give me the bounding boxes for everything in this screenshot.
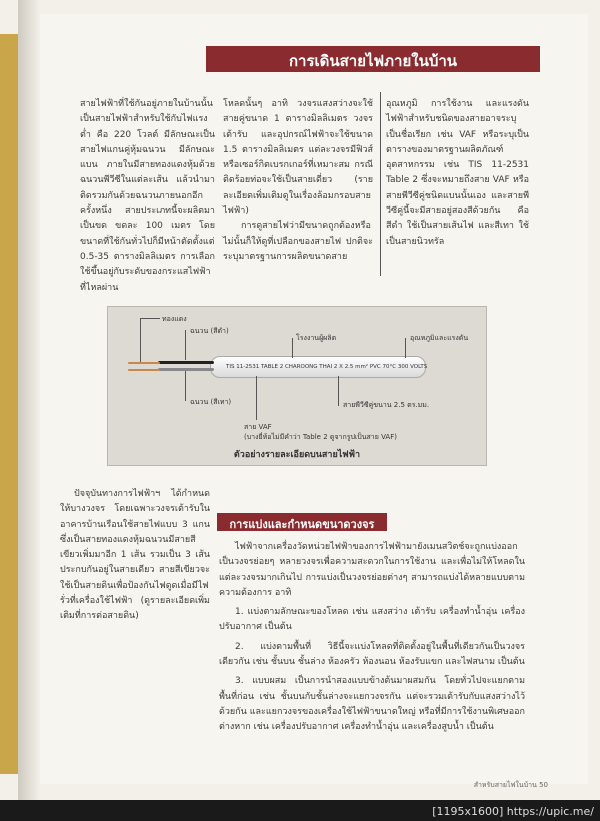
- list-item-1: 1. แบ่งตามลักษณะของโหลด เช่น แสงสว่าง เต้ารับ เครื่องทำน้ำอุ่น เครื่องปรับอากาศ เป็นต้น: [219, 607, 525, 633]
- title-banner: [206, 46, 540, 72]
- label-factory: โรงงานผู้ผลิต: [296, 334, 337, 342]
- column-1-text: สายไฟฟ้าที่ใช้กันอยู่ภายในบ้านนั้นเป็นสายไฟฟ้าสำหรับใช้กับไฟแรงต่ำ คือ 220 โวลต์ มีลักษณะเป็นสายไฟแกนคู่หุ้มฉนวน มีลักษณะแบน ภายในมีสายทองแดงหุ้มด้วยฉนวนพีวีซีในแต่ละเส้น แล้วนำมาติดรวมกันด้วยฉนวนภายนอกอีกครั้งหนึ่ง สายประเภทนี้จะผลิตมาเป็นขด ขดละ 100 เมตร โดยขนาดที่ใช้กันทั่วไปก็มีหน้าตัดตั้งแต่ 0.5-35 ตารางมิลลิเมตร การเลือกใช้ขึ้นอยู่กับระดับของกระแสไฟฟ้าที่ไหลผ่าน: [80, 99, 215, 293]
- leader-line: [338, 376, 339, 406]
- label-copper: ทองแดง: [162, 315, 187, 323]
- leader-line: [185, 330, 186, 360]
- left-block-text: ปัจจุบันทางการไฟฟ้าฯ ได้กำหนดให้บางวงจร โดยเฉพาะวงจรเต้ารับในอาคารบ้านเรือนใช้สายไฟแบบ 3 แกน ซึ่งเป็นสายทองแดงหุ้มฉนวนมีสายสีเขียวเพิ่มมาอีก 1 เส้น รวมเป็น 3 เส้นประกบกันอยู่ในสายเดียว สายสีเขียวจะใช้เป็นสายดินเพื่อป้องกันไฟดูดเมื่อมีไฟรั่วที่เครื่องใช้ไฟฟ้า (ดูรายละเอียดเพิ่มเติมที่การต่อสายดิน): [60, 489, 210, 622]
- label-vaf-note: (บางยี่ห้อไม่มีคำว่า Table 2 ดูจากรูปเป็นสาย VAF): [244, 433, 397, 441]
- column-2: [223, 97, 373, 265]
- label-black-insulation: ฉนวน (สีดำ): [190, 327, 229, 335]
- copper-core: [128, 369, 160, 371]
- watermark-text: [1195x1600] https://upic.me/: [432, 805, 594, 818]
- book-spine: [0, 34, 18, 774]
- leader-line: [292, 338, 293, 358]
- list-item-3: 3. แบบผสม เป็นการนำสองแบบข้างต้นมาผสมกัน โดยทั่วไปจะแยกตามพื้นที่ก่อน เช่น ชั้นบนกับชั้นล่างจะแยกวงจรกัน แต่จะรวมเต้ารับกับแสงสว่างไว้ด้วยกัน และแยกวงจรของเครื่องใช้ไฟฟ้าขนาดใหญ่ หรือที่มีการใช้งานพิเศษออกต่างหาก เช่น เครื่องปรับอากาศ เครื่องทำน้ำอุ่น และเครื่องสูบน้ำ เป็นต้น: [219, 676, 525, 733]
- black-wire: [158, 361, 214, 364]
- column-3: [386, 97, 529, 250]
- leader-line: [140, 318, 160, 319]
- page-footer: สำหรับสายไฟในบ้าน 50: [473, 781, 548, 789]
- leader-line: [405, 338, 406, 358]
- section-title: การแบ่งและกำหนดขนาดวงจร: [229, 518, 375, 531]
- leader-line: [256, 376, 257, 420]
- leader-line: [140, 318, 141, 362]
- column-2-text-b: การดูสายไฟว่ามีขนาดถูกต้องหรือไม่นั้นก็ให้ดูที่เปลือกของสายไฟ ปกติจะระบุมาตรฐานการผลิตขนาดสาย: [223, 221, 373, 262]
- figure-caption: ตัวอย่างรายละเอียดบนสายไฟฟ้า: [233, 450, 361, 460]
- cable-print-text: TIS 11-2531 TABLE 2 CHAROONG THAI 2 X 2.5 mm² PVC 70°C 300 VOLTS: [226, 364, 428, 370]
- section-body: [219, 540, 525, 736]
- page-title: การเดินสายไฟภายในบ้าน: [288, 52, 458, 70]
- column-divider: [380, 92, 381, 276]
- section-banner: [217, 513, 387, 531]
- left-block: [60, 487, 210, 625]
- column-3-text: อุณหภูมิ การใช้งาน และแรงดันไฟฟ้าสำหรับชนิดของสายอาจระบุเป็นชื่อเรียก เช่น VAF หรือระบุเป็นตารางของมาตรฐานผลิตภัณฑ์อุตสาหกรรม เช่น TIS 11-2531 Table 2 ซึ่งจะหมายถึงสาย VAF หรือสายพีวีซีคู่ชนิดแบนนั้นเอง และสายพีวีซีคู่นี้จะมีสายอยู่สองสีด้วยกัน คือ สีดำ ใช้เป็นสายเส้นไฟ และสีเทา ใช้เป็นสายนิวทรัล: [386, 99, 529, 247]
- column-1: [80, 97, 215, 296]
- label-gray-insulation: ฉนวน (สีเทา): [190, 398, 232, 406]
- label-pvc-cable: สายพีวีซีคู่ขนาน 2.5 ตร.มม.: [343, 401, 430, 409]
- label-temperature-voltage: อุณหภูมิและแรงดัน: [410, 334, 469, 342]
- copper-core: [128, 362, 160, 364]
- leader-line: [185, 371, 186, 401]
- label-vaf: สาย VAF: [244, 423, 272, 431]
- section-intro: ไฟฟ้าจากเครื่องวัดหน่วยไฟฟ้าของการไฟฟ้ามายังเมนสวิตช์จะถูกแบ่งออกเป็นวงจรย่อยๆ หลายวงจรเพื่อความสะดวกในการใช้งาน และเพื่อไม่ให้โหลดในแต่ละวงจรมากเกินไป การแบ่งเป็นวงจรย่อยต่างๆ สามารถแบ่งได้หลายแบบตามความต้องการ อาทิ: [219, 542, 525, 598]
- page-gutter: [18, 0, 40, 800]
- list-item-2: 2. แบ่งตามพื้นที่ วิธีนี้จะแบ่งโหลดที่ติดตั้งอยู่ในพื้นที่เดียวกันเป็นวงจรเดียวกัน เช่น ชั้นบน ชั้นล่าง ห้องครัว ห้องนอน ห้องรับแขก และไฟสนาม เป็นต้น: [219, 641, 525, 668]
- gray-wire: [158, 368, 214, 371]
- column-2-text: โหลดนั้นๆ อาทิ วงจรแสงสว่างจะใช้สายคู่ขนาด 1 ตารางมิลลิเมตร วงจรเต้ารับ และอุปกรณ์ไฟฟ้าจะใช้ขนาด 1.5 ตารางมิลลิเมตร แต่ละวงจรมีฟิวส์หรือเซอร์กิตเบรกเกอร์ที่เหมาะสม กรณีติดร้อยท่อจะใช้เป็นสายเดี่ยว (รายละเอียดเพิ่มเติมดูในเรื่องล้อมกรอบสายไฟฟ้า): [223, 99, 373, 217]
